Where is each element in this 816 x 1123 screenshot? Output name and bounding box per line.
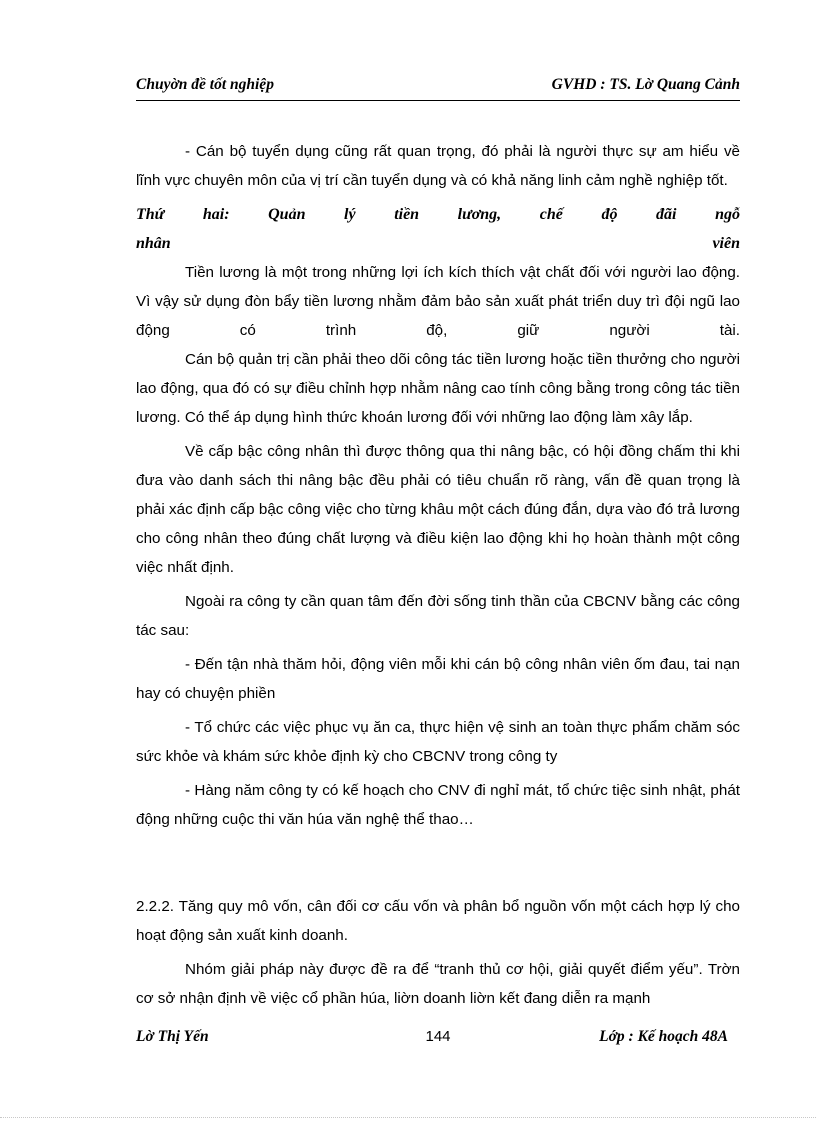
paragraph: - Cán bộ tuyển dụng cũng rất quan trọng, đó phải là người thực sự am hiểu về lĩnh vực chuyên môn của vị trí cần tuyển dụng và có khả năng linh cảm nghề nghiệp tốt.: [136, 143, 740, 189]
document-body: [136, 137, 740, 1018]
section-heading: Thứ hai: Quản lý tiền lương, chế độ đãi ngỗ nhân viên: [136, 206, 740, 252]
paragraph: Ngoài ra công ty cần quan tâm đến đời sống tinh thần của CBCNV bằng các công tác sau:: [136, 593, 740, 639]
header-supervisor: GVHD : TS. Lờ Quang Cảnh: [551, 76, 740, 93]
footer-class: Lớp : Kế hoạch 48A: [599, 1028, 728, 1045]
page-number: 144: [425, 1028, 451, 1045]
list-item: - Đến tận nhà thăm hỏi, động viên mỗi khi cán bộ công nhân viên ốm đau, tai nạn hay có chuyện phiền: [136, 656, 740, 702]
page-header: [136, 74, 740, 101]
header-title: Chuyờn đề tốt nghiệp: [136, 76, 274, 93]
paragraph: Tiền lương là một trong những lợi ích kích thích vật chất đối với người lao động. Vì vậy sử dụng đòn bẩy tiền lương nhằm đảm bảo sản xuất phát triển duy trì đội ngũ lao động có trình độ, giữ người tài.: [136, 264, 740, 339]
page-footer: [136, 1028, 740, 1050]
page-edge-divider: [0, 1117, 816, 1118]
paragraph: Cán bộ quản trị cần phải theo dõi công tác tiền lương hoặc tiền thưởng cho người lao động, qua đó có sự điều chỉnh hợp nhằm nâng cao tính công bằng trong công tác tiền lương. Có thể áp dụng hình thức khoán lương đối với những lao động làm xây lắp.: [136, 351, 740, 426]
paragraph: Nhóm giải pháp này được đề ra để “tranh thủ cơ hội, giải quyết điểm yếu”. Trờn cơ sở nhận định về việc cổ phần húa, liờn doanh liờn kết đang diễn ra mạnh: [136, 961, 740, 1007]
footer-author: Lờ Thị Yến: [136, 1028, 209, 1045]
paragraph: Về cấp bậc công nhân thì được thông qua thi nâng bậc, có hội đồng chấm thi khi đưa vào danh sách thi nâng bậc đều phải có tiêu chuẩn rõ ràng, vấn đề quan trọng là phải xác định cấp bậc công việc cho từng khâu một cách đúng đắn, dựa vào đó trả lương cho công nhân theo đúng chất lượng và điều kiện lao động khi họ hoàn thành một công việc nhất định.: [136, 443, 740, 576]
list-item: - Tổ chức các việc phục vụ ăn ca, thực hiện vệ sinh an toàn thực phẩm chăm sóc sức khỏe và khám sức khỏe định kỳ cho CBCNV trong công ty: [136, 719, 740, 765]
subsection-heading: 2.2.2. Tăng quy mô vốn, cân đối cơ cấu vốn và phân bổ nguồn vốn một cách hợp lý cho hoạt động sản xuất kinh doanh.: [136, 898, 740, 944]
list-item: - Hàng năm công ty có kế hoạch cho CNV đi nghỉ mát, tổ chức tiệc sinh nhật, phát động những cuộc thi văn húa văn nghệ thể thao…: [136, 782, 740, 828]
